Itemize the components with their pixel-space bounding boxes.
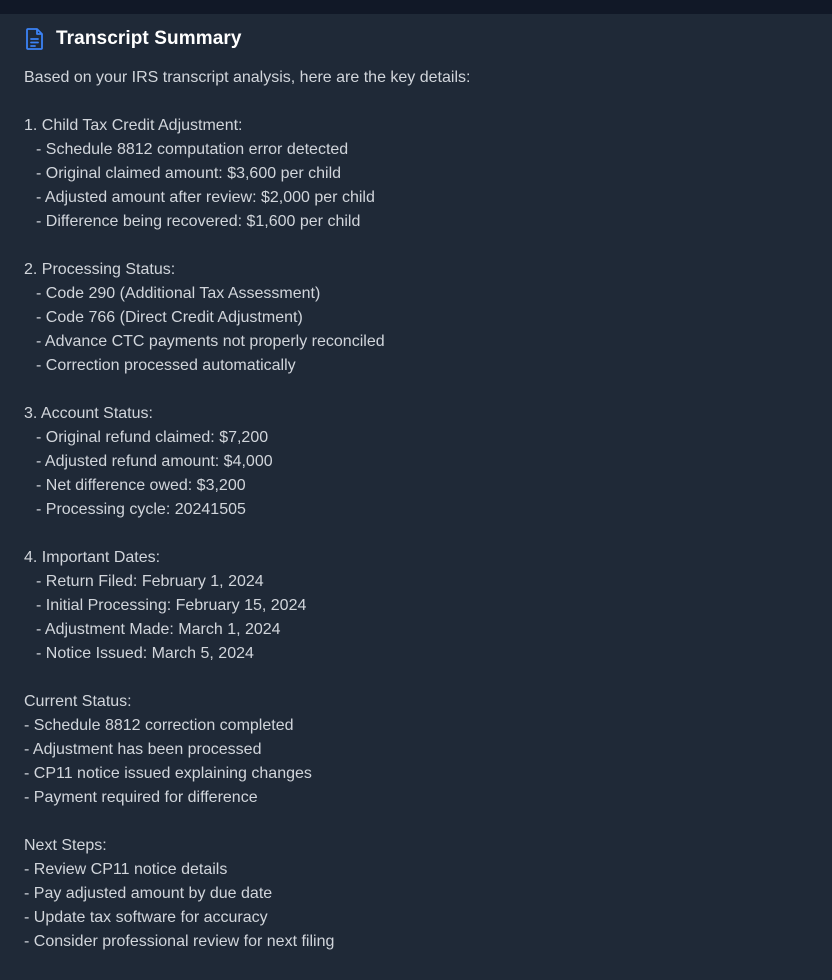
list-item: - Original claimed amount: $3,600 per child [36,165,342,182]
list-item: - Schedule 8812 computation error detected [36,141,349,158]
list-item: - Update tax software for accuracy [24,909,268,926]
summary-content [24,66,804,954]
list-item: - Review CP11 notice details [24,861,228,878]
section-heading: 4. Important Dates: [24,549,161,566]
list-item: - Code 290 (Additional Tax Assessment) [36,285,321,302]
list-item: - Adjusted refund amount: $4,000 [36,453,273,470]
document-icon [24,27,46,51]
list-item: - Pay adjusted amount by due date [24,885,273,902]
list-item: - Original refund claimed: $7,200 [36,429,269,446]
list-item: - CP11 notice issued explaining changes [24,765,312,782]
section-heading: 2. Processing Status: [24,261,176,278]
list-item: - Code 766 (Direct Credit Adjustment) [36,309,303,326]
list-item: - Correction processed automatically [36,357,296,374]
current-status-heading: Current Status: [24,693,132,710]
next-steps-heading: Next Steps: [24,837,107,854]
page-title: Transcript Summary [56,28,242,49]
top-bar [0,0,832,14]
list-item: - Advance CTC payments not properly reconciled [36,333,385,350]
section-heading: 1. Child Tax Credit Adjustment: [24,117,243,134]
list-item: - Consider professional review for next filing [24,933,335,950]
list-item: - Adjustment has been processed [24,741,262,758]
list-item: - Processing cycle: 20241505 [36,501,246,518]
transcript-summary-panel [0,14,832,980]
list-item: - Schedule 8812 correction completed [24,717,294,734]
list-item: - Difference being recovered: $1,600 per child [36,213,361,230]
intro-text: Based on your IRS transcript analysis, here are the key details: [24,69,471,86]
panel-header [24,26,242,52]
section-heading: 3. Account Status: [24,405,153,422]
list-item: - Initial Processing: February 15, 2024 [36,597,307,614]
list-item: - Notice Issued: March 5, 2024 [36,645,254,662]
list-item: - Adjustment Made: March 1, 2024 [36,621,281,638]
list-item: - Payment required for difference [24,789,258,806]
list-item: - Return Filed: February 1, 2024 [36,573,264,590]
list-item: - Net difference owed: $3,200 [36,477,246,494]
list-item: - Adjusted amount after review: $2,000 per child [36,189,375,206]
